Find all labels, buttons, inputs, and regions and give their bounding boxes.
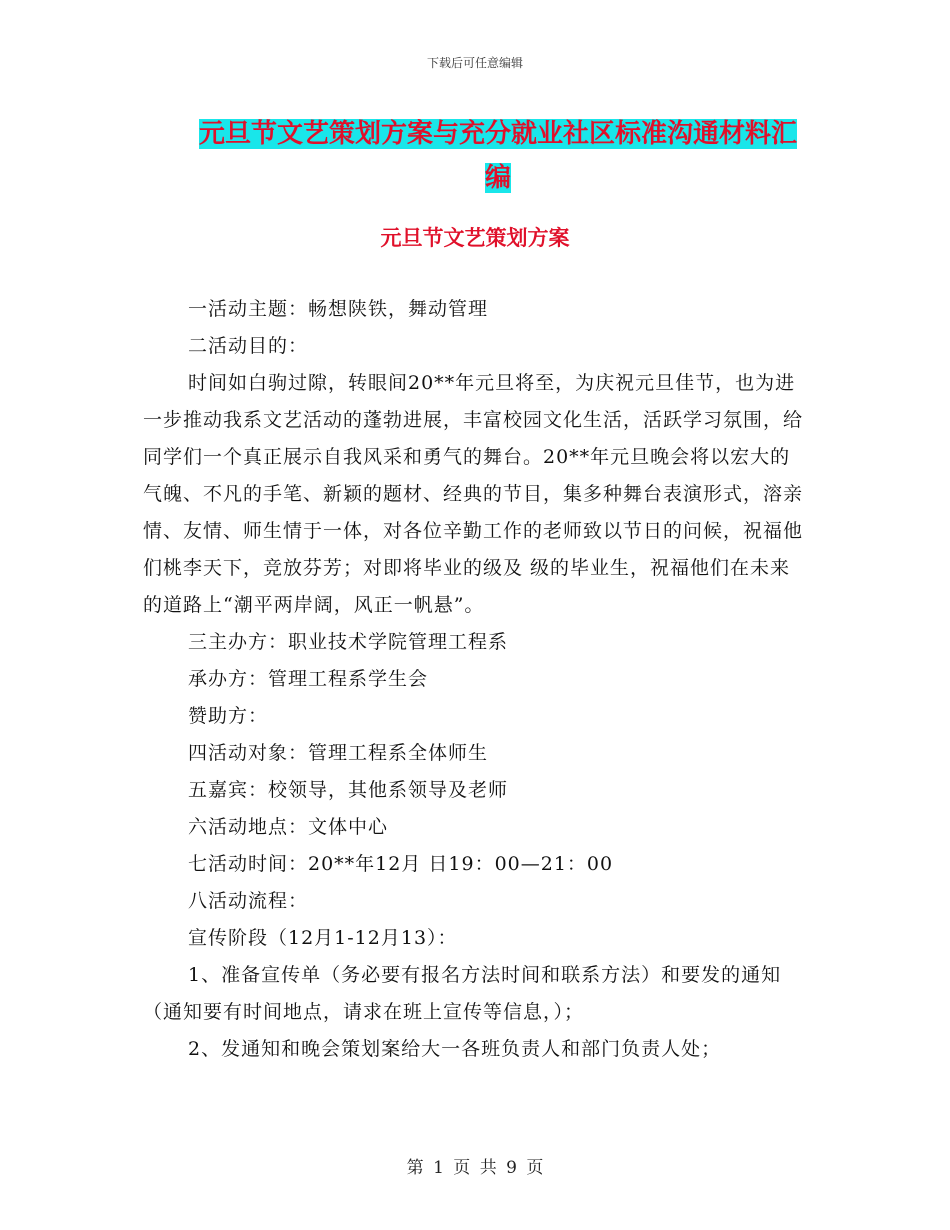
paragraph-purpose: 时间如白驹过隙，转眼间20**年元旦将至，为庆祝元旦佳节，也为进一步推动我系文艺活动的蓬勃进展，丰富校园文化生活，活跃学习氛围，给同学们一个真正展示自我风采和勇气的舞台。20**年元旦晚会将以宏大的气魄、不凡的手笔、新颖的题材、经典的节目，集多种舞台表演形式，溶亲情、友情、师生情于一体，对各位辛勤工作的老师致以节日的问候，祝福他们桃李天下，竞放芬芳；对即将毕业的级及 级的毕业生，祝福他们在未来的道路上“潮平两岸阔，风正一帆悬”。 xyxy=(143,372,804,616)
header-note: 下载后可任意编辑 xyxy=(426,56,523,70)
paragraph-publicity-stage: 宣传阶段（12月1-12月13）： xyxy=(188,927,458,949)
document-title-text: 元旦节文艺策划方案与充分就业社区标准沟通材料汇编 xyxy=(198,119,797,193)
paragraph-guests: 五嘉宾：校领导，其他系领导及老师 xyxy=(188,779,509,801)
paragraph-process-heading: 八活动流程： xyxy=(188,890,309,912)
document-title xyxy=(192,112,804,200)
paragraph-audience: 四活动对象：管理工程系全体师生 xyxy=(188,742,489,764)
paragraph-step-2: 2、发通知和晚会策划案给大一各班负责人和部门负责人处； xyxy=(188,1038,722,1060)
document-body xyxy=(143,291,809,1068)
paragraph-time: 七活动时间：20**年12月 日19：00—21：00 xyxy=(188,853,614,875)
paragraph-step-1: 1、准备宣传单（务必要有报名方法时间和联系方法）和要发的通知（通知要有时间地点，请求在班上宣传等信息，）； xyxy=(143,964,782,1023)
paragraph-co-organizer: 承办方：管理工程系学生会 xyxy=(188,668,429,690)
page-footer: 第 1 页 共 9 页 xyxy=(406,1158,544,1178)
paragraph-purpose-heading: 二活动目的： xyxy=(188,335,309,357)
paragraph-theme: 一活动主题：畅想陕铁，舞动管理 xyxy=(188,298,489,320)
section-title: 元旦节文艺策划方案 xyxy=(380,225,570,250)
paragraph-sponsor: 赞助方： xyxy=(188,705,269,727)
paragraph-venue: 六活动地点：文体中心 xyxy=(188,816,389,838)
paragraph-organizer: 三主办方：职业技术学院管理工程系 xyxy=(188,631,509,653)
